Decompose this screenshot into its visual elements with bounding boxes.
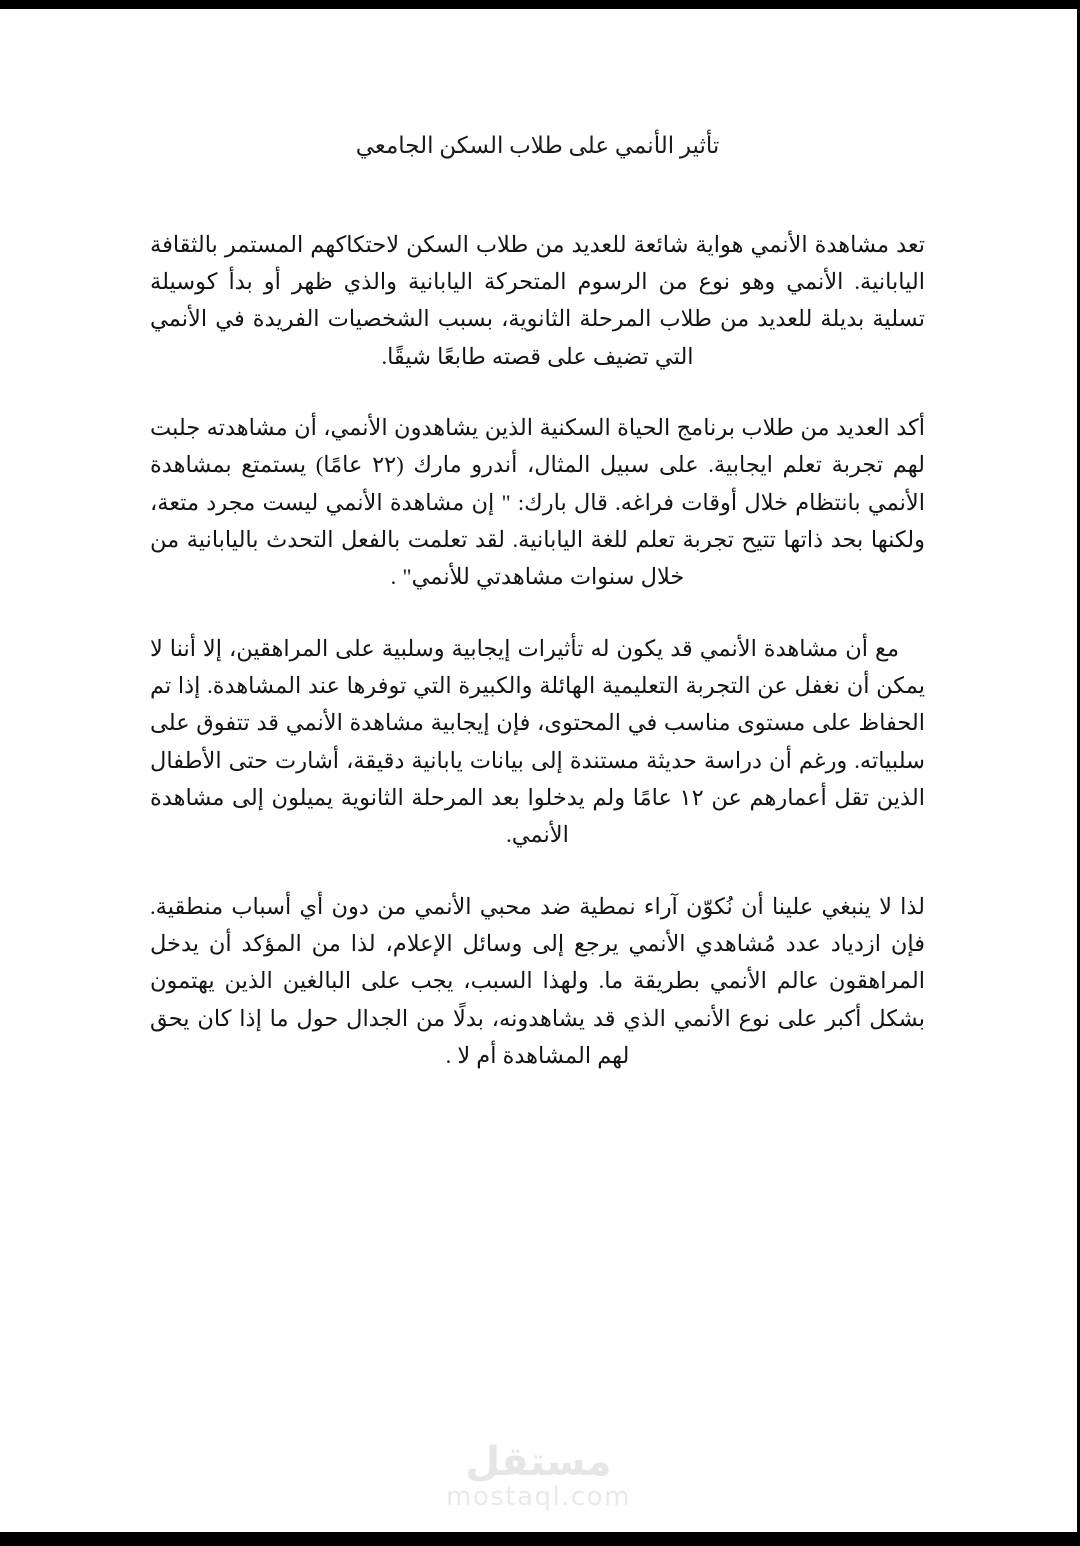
page-title: تأثير الأنمي على طلاب السكن الجامعي <box>355 133 720 158</box>
body-paragraph-3: مع أن مشاهدة الأنمي قد يكون له تأثيرات إيجابية وسلبية على المراهقين، إلا أننا لا يمكن أن نغفل عن التجربة التعليمية الهائلة والكبيرة التي توفرها عند المشاهدة. إذا تم الحفاظ على مستوى مناسب في المحتوى، فإن إيجابية مشاهدة الأنمي قد تتفوق على سلبياته. ورغم أن دراسة حديثة مستندة إلى بيانات يابانية دقيقة، أشارت حتى الأطفال الذين تقل أعمارهم عن ١٢ عامًا ولم يدخلوا بعد المرحلة الثانوية يميلون إلى مشاهدة الأنمي. <box>150 635 925 848</box>
body-paragraph-1: تعد مشاهدة الأنمي هواية شائعة للعديد من طلاب السكن لاحتكاكهم المستمر بالثقافة اليابانية. الأنمي وهو نوع من الرسوم المتحركة اليابانية والذي ظهر أو بدأ كوسيلة تسلية بديلة للعديد من طلاب المرحلة الثانوية، بسبب الشخصيات الفريدة في الأنمي التي تضيف على قصته طابعًا شيقًا. <box>150 231 925 369</box>
body-paragraph-4: لذا لا ينبغي علينا أن نُكوّن آراء نمطية ضد محبي الأنمي من دون أي أسباب منطقية. فإن ازدياد عدد مُشاهدي الأنمي يرجع إلى وسائل الإعلام، لذا من المؤكد أن يدخل المراهقون عالم الأنمي بطريقة ما. ولهذا السبب، يجب على البالغين الذين يهتمون بشكل أكبر على نوع الأنمي الذي قد يشاهدونه، بدلًا من الجدال حول ما إذا كان يحق لهم المشاهدة أم لا . <box>150 893 925 1069</box>
watermark <box>0 1439 1077 1512</box>
document-page <box>0 9 1077 1532</box>
document-body <box>0 9 1077 1074</box>
body-paragraph-2: أكد العديد من طلاب برنامج الحياة السكنية الذين يشاهدون الأنمي، أن مشاهدته جلبت لهم تجربة تعلم ايجابية. على سبيل المثال، أندرو مارك (٢٢ عامًا) يستمتع بمشاهدة الأنمي بانتظام خلال أوقات فراغه. قال بارك: " إن مشاهدة الأنمي ليست مجرد متعة، ولكنها بحد ذاتها تتيح تجربة تعلم للغة اليابانية. لقد تعلمت بالفعل التحدث باليابانية من خلال سنوات مشاهدتي للأنمي" . <box>150 414 925 590</box>
watermark-url-label: mostaql.com <box>446 1482 631 1512</box>
top-black-bar <box>0 0 1080 9</box>
bottom-black-bar <box>0 1532 1080 1546</box>
mostaql-logo-icon: مستقل <box>465 1439 612 1485</box>
